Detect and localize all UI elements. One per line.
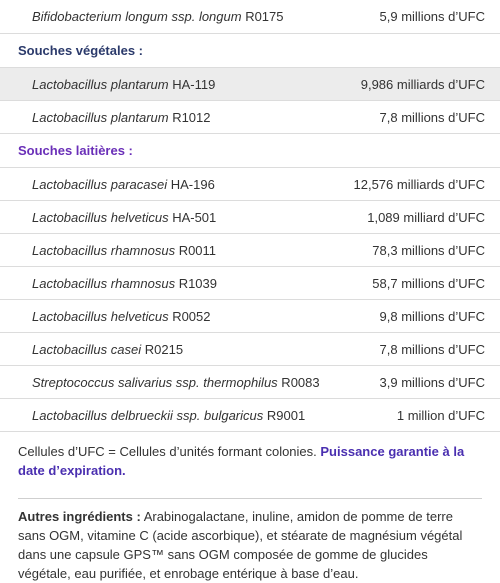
strain-name: Lactobacillus plantarum HA-119	[32, 76, 216, 92]
table-row	[0, 101, 500, 134]
other-ingredients-label: Autres ingrédients :	[18, 509, 141, 524]
strain-name: Lactobacillus plantarum R1012	[32, 109, 211, 125]
table-row	[0, 333, 500, 366]
table-row	[0, 366, 500, 399]
strain-amount: 1 million d’UFC	[396, 407, 485, 423]
strain-name: Bifidobacterium longum ssp. longum R0175	[32, 9, 284, 24]
table-row	[0, 68, 500, 101]
section-header-laitier: Souches laitières :	[0, 134, 500, 168]
ufc-note-text: Cellules d’UFC = Cellules d’unités formant colonies.	[18, 444, 321, 459]
strain-amount: 7,8 millions d’UFC	[379, 109, 485, 125]
table-row	[0, 201, 500, 234]
strain-name: Lactobacillus casei R0215	[32, 341, 184, 357]
strain-amount: 7,8 millions d’UFC	[379, 341, 485, 357]
table-row	[0, 0, 500, 34]
strain-name: Lactobacillus helveticus HA-501	[32, 209, 217, 225]
potency-guarantee-text: Puissance garantie à la date d’expiration.	[18, 444, 465, 478]
table-row	[0, 267, 500, 300]
strain-name: Lactobacillus helveticus R0052	[32, 308, 211, 324]
strain-amount: 1,089 milliard d’UFC	[367, 209, 485, 225]
strain-name: Lactobacillus paracasei HA-196	[32, 176, 215, 192]
strain-amount: 58,7 millions d’UFC	[372, 275, 485, 291]
table-row	[0, 300, 500, 333]
strain-amount: 12,576 milliards d’UFC	[353, 176, 485, 192]
other-ingredients-text: Arabinogalactane, inuline, amidon de pomme de terre sans OGM, vitamine C (acide ascorbique), et stéarate de magnésium végétal dans une capsule GPS™ sans OGM composée de gomme de glucides végétale, eau purifiée, et enrobage entérique à base d’eau.	[18, 509, 463, 581]
strain-amount: 9,986 milliards d’UFC	[360, 76, 485, 92]
other-ingredients	[0, 499, 500, 583]
strain-name: Lactobacillus rhamnosus R1039	[32, 275, 217, 291]
table-row	[0, 234, 500, 267]
ufc-note	[0, 432, 500, 488]
table-row	[0, 168, 500, 201]
strain-name: Lactobacillus rhamnosus R0011	[32, 242, 217, 258]
strain-amount: 78,3 millions d’UFC	[372, 242, 485, 258]
strain-amount: 3,9 millions d’UFC	[379, 374, 485, 390]
strain-name: Lactobacillus delbrueckii ssp. bulgaricus R9001	[32, 407, 306, 423]
table-row	[0, 399, 500, 432]
section-header-vegetal: Souches végétales :	[0, 34, 500, 68]
strain-name: Streptococcus salivarius ssp. thermophilus R0083	[32, 374, 320, 390]
strain-amount: 9,8 millions d’UFC	[379, 308, 485, 324]
strain-amount: 5,9 millions d’UFC	[379, 9, 485, 24]
